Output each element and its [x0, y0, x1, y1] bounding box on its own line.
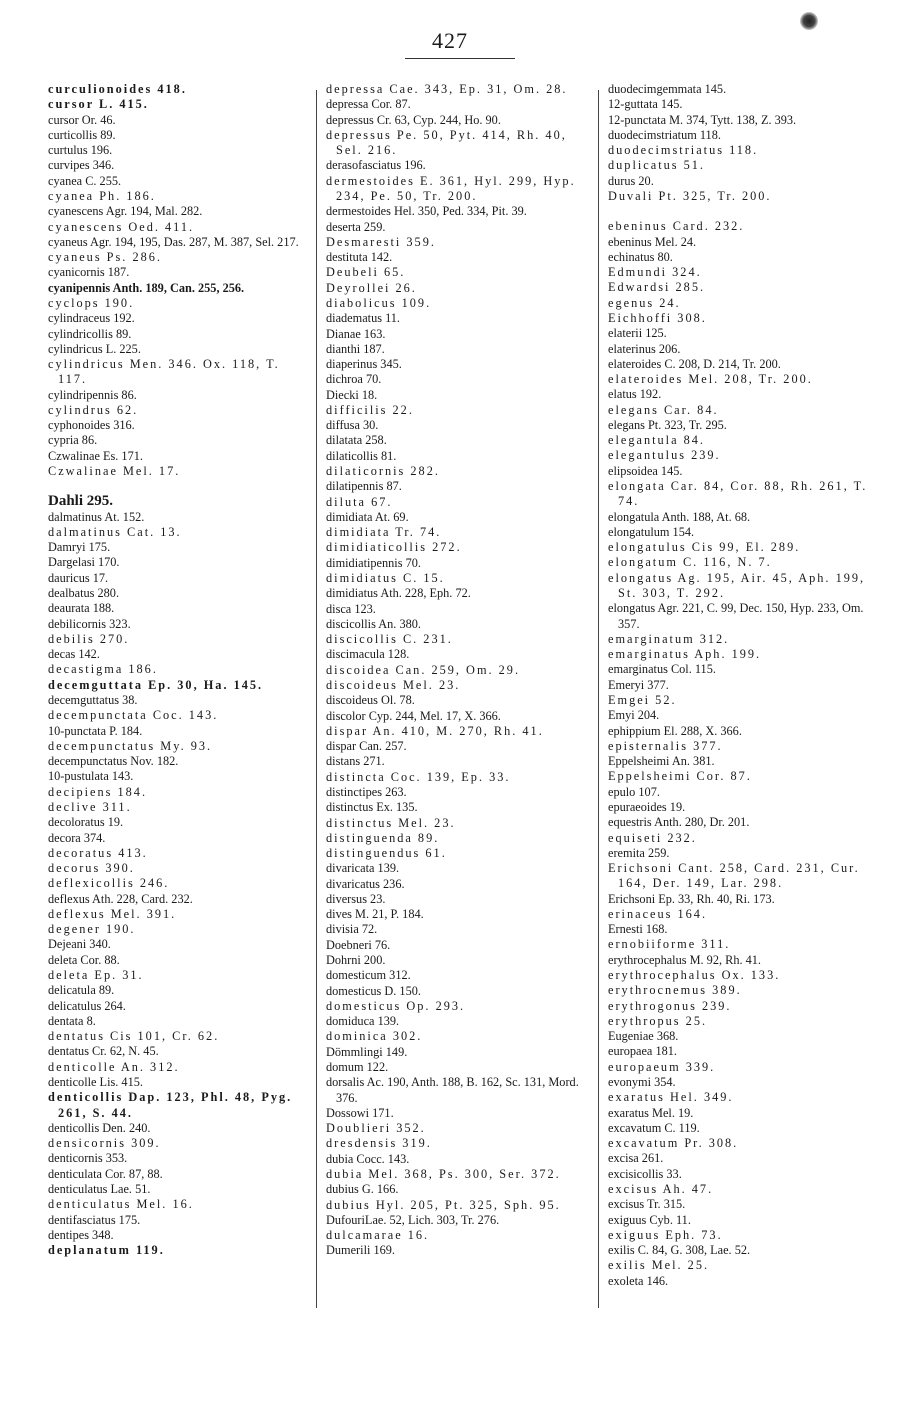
index-entry: 10-punctata P. 184.	[48, 723, 143, 738]
index-entry: cylindricus L. 225.	[48, 341, 141, 356]
index-entry: decempunctatus My. 93.	[48, 738, 213, 753]
index-entry: distinctus Ex. 135.	[326, 800, 418, 815]
index-entry: epulo 107.	[608, 784, 660, 799]
index-entry: elegans Car. 84.	[608, 402, 719, 417]
index-entry: ebeninus Mel. 24.	[608, 234, 697, 249]
index-entry: curvipes 346.	[48, 158, 115, 173]
index-entry: decora 374.	[48, 830, 106, 845]
index-entry: 12-punctata M. 374, Tytt. 138, Z. 393.	[608, 112, 797, 127]
index-entry: Doebneri 76.	[326, 937, 391, 952]
index-entry: domesticus D. 150.	[326, 983, 421, 998]
index-entry: cyanea C. 255.	[48, 173, 122, 188]
index-entry: denticolle Lis. 415.	[48, 1075, 143, 1089]
index-entry: depressus Cr. 63, Cyp. 244, Ho. 90.	[326, 112, 501, 127]
index-entry: Deyrollei 26.	[326, 280, 417, 295]
index-entry: ernobiiforme 311.	[608, 937, 731, 952]
index-entry: ephippium El. 288, X. 366.	[608, 723, 742, 738]
index-entry: Dömmlingi 149.	[326, 1044, 408, 1059]
index-entry: elongatula Anth. 188, At. 68.	[608, 509, 751, 524]
index-entry: discoideus Mel. 23.	[326, 677, 461, 692]
index-entry: exilis Mel. 25.	[608, 1258, 710, 1273]
index-entry: erythropus 25.	[608, 1013, 708, 1028]
index-entry: cypria 86.	[48, 433, 98, 448]
index-entry: excisa 261.	[608, 1151, 664, 1166]
index-entry: destituta 142.	[326, 250, 393, 265]
index-entry: deflexus Ath. 228, Card. 232.	[48, 891, 193, 906]
index-entry: Eichhoffi 308.	[608, 310, 707, 325]
index-entry: divaricata 139.	[326, 861, 400, 876]
column-divider-1	[316, 90, 317, 1308]
index-entry: Dargelasi 170.	[48, 555, 120, 570]
index-entry: debilicornis 323.	[48, 616, 131, 631]
index-entry: decemguttata Ep. 30, Ha. 145.	[48, 677, 264, 692]
index-entry: dives M. 21, P. 184.	[326, 907, 424, 922]
index-entry: dimidiatus C. 15.	[326, 571, 445, 585]
index-entry: deflexus Mel. 391.	[48, 906, 177, 921]
index-entry: Dohrni 200.	[326, 953, 386, 968]
column-divider-2	[598, 90, 599, 1308]
index-entry: Eugeniae 368.	[608, 1029, 679, 1044]
index-entry: dulcamarae 16.	[326, 1228, 430, 1243]
index-entry: episternalis 377.	[608, 738, 723, 753]
index-entry: elaterinus 206.	[608, 341, 681, 356]
index-entry: discimacula 128.	[326, 647, 410, 662]
index-entry: excisicollis 33.	[608, 1166, 682, 1181]
index-entry: elongatulus Cis 99, El. 289.	[608, 540, 801, 555]
index-entry: duodecimstriatum 118.	[608, 127, 721, 142]
index-entry: eremita 259.	[608, 845, 670, 860]
index-entry: dominica 302.	[326, 1029, 423, 1044]
index-entry: duplicatus 51.	[608, 158, 705, 173]
index-entry: emarginatum 312.	[608, 631, 730, 646]
index-entry: epuraeoides 19.	[608, 799, 686, 814]
index-entry: emarginatus Col. 115.	[608, 662, 716, 677]
index-entry: decempunctata Coc. 143.	[48, 708, 219, 723]
index-entry: decas 142.	[48, 647, 100, 662]
index-entry: dentipes 348.	[48, 1227, 114, 1242]
index-entry: duodecimstriatus 118.	[608, 143, 759, 158]
index-entry: dentifasciatus 175.	[48, 1212, 141, 1227]
index-entry: distinguendus 61.	[326, 846, 447, 861]
index-entry: dauricus 17.	[48, 570, 109, 585]
index-entry: europaeum 339.	[608, 1059, 716, 1074]
index-entry: Deubeli 65.	[326, 265, 406, 280]
index-entry: Dahli 295.	[48, 493, 114, 510]
index-entry: decipiens 184.	[48, 784, 148, 799]
index-entry: dermestoides Hel. 350, Ped. 334, Pit. 39.	[326, 204, 527, 219]
index-entry: excisus Ah. 47.	[608, 1181, 714, 1196]
index-entry: deflexicollis 246.	[48, 876, 170, 891]
index-entry: dimidiatus Ath. 228, Eph. 72.	[326, 586, 471, 601]
index-entry: cylindrus 62.	[48, 402, 139, 417]
index-entry: dilatipennis 87.	[326, 479, 402, 494]
index-entry: distans 271.	[326, 754, 385, 769]
index-entry: dalmatinus Cat. 13.	[48, 524, 182, 539]
index-entry: excisus Tr. 315.	[608, 1197, 686, 1212]
index-entry: Emeryi 377.	[608, 677, 669, 692]
index-entry: divaricatus 236.	[326, 876, 405, 891]
section-gap	[48, 479, 310, 494]
index-entry: erythrocnemus 389.	[608, 983, 742, 998]
index-entry: difficilis 22.	[326, 402, 414, 417]
index-entry: dilatata 258.	[326, 433, 387, 448]
index-entry: Erichsoni Ep. 33, Rh. 40, Ri. 173.	[608, 891, 775, 906]
index-entry: cyaneus Ps. 286.	[48, 250, 162, 265]
index-entry: diffusa 30.	[326, 418, 379, 433]
index-entry: elipsoidea 145.	[608, 463, 683, 478]
index-entry: curculionoides 418.	[48, 82, 187, 96]
index-entry: cyclops 190.	[48, 295, 135, 310]
index-entry: diluta 67.	[326, 494, 393, 509]
index-entry: densicornis 309.	[48, 1136, 161, 1151]
index-entry: duodecimgemmata 145.	[608, 82, 727, 96]
index-entry: dimidiata Tr. 74.	[326, 525, 442, 540]
index-entry: diadematus 11.	[326, 311, 400, 326]
index-entry: denticollis Den. 240.	[48, 1120, 151, 1135]
index-entry: equiseti 232.	[608, 830, 697, 845]
index-column-3	[608, 82, 876, 1289]
index-entry: decoloratus 19.	[48, 815, 124, 830]
index-entry: Emyi 204.	[608, 708, 660, 723]
index-entry: cyanicornis 187.	[48, 265, 130, 280]
index-entry: elongata Car. 84, Cor. 88, Rh. 261, T. 74.	[608, 479, 868, 509]
index-entry: domiduca 139.	[326, 1014, 400, 1029]
index-entry: cursor L. 415.	[48, 97, 149, 112]
index-entry: cyaneus Agr. 194, 195, Das. 287, M. 387, Sel. 217.	[48, 234, 299, 249]
page-number: 427	[432, 28, 468, 53]
index-entry: cylindripennis 86.	[48, 387, 137, 402]
index-entry: europaea 181.	[608, 1044, 677, 1059]
index-entry: derasofasciatus 196.	[326, 158, 426, 173]
index-entry: dealbatus 280.	[48, 586, 120, 600]
index-entry: elegantulus 239.	[608, 448, 721, 463]
index-entry: deaurata 188.	[48, 601, 115, 616]
index-entry: cyanea Ph. 186.	[48, 188, 156, 203]
index-entry: Ernesti 168.	[608, 922, 668, 937]
index-entry: Doublieri 352.	[326, 1121, 426, 1136]
index-entry: Edmundi 324.	[608, 265, 702, 280]
index-entry: evonymi 354.	[608, 1075, 676, 1089]
index-entry: dorsalis Ac. 190, Anth. 188, B. 162, Sc. 131, Mord. 376.	[326, 1075, 579, 1105]
index-entry: dichroa 70.	[326, 372, 382, 387]
index-entry: deserta 259.	[326, 219, 386, 234]
index-entry: elegantula 84.	[608, 433, 705, 448]
index-entry: Dianae 163.	[326, 326, 386, 341]
index-entry: cyphonoides 316.	[48, 418, 135, 433]
index-entry: discoidea Can. 259, Om. 29.	[326, 662, 521, 677]
index-entry: Damryi 175.	[48, 540, 111, 555]
index-entry: 10-pustulata 143.	[48, 769, 134, 784]
index-entry: divisia 72.	[326, 922, 378, 937]
index-entry: curtulus 196.	[48, 143, 113, 158]
index-column-1	[48, 82, 310, 1258]
page-number-rule	[405, 58, 515, 59]
index-entry: dentatus Cis 101, Cr. 62.	[48, 1029, 220, 1044]
index-entry: degener 190.	[48, 922, 136, 937]
index-entry: elateroides C. 208, D. 214, Tr. 200.	[608, 356, 781, 371]
index-entry: depressus Pe. 50, Pyt. 414, Rh. 40, Sel. 216.	[326, 127, 567, 158]
index-entry: dentata 8.	[48, 1013, 96, 1028]
index-entry: diaperinus 345.	[326, 357, 402, 372]
index-entry: depressa Cae. 343, Ep. 31, Om. 28.	[326, 82, 568, 96]
index-entry: discicollis An. 380.	[326, 616, 421, 631]
index-entry: dubia Cocc. 143.	[326, 1151, 410, 1166]
index-entry: elateroides Mel. 208, Tr. 200.	[608, 372, 813, 387]
index-entry: echinatus 80.	[608, 249, 673, 264]
index-entry: 12-guttata 145.	[608, 97, 683, 112]
index-entry: exaratus Hel. 349.	[608, 1090, 734, 1105]
index-entry: DufouriLae. 52, Lich. 303, Tr. 276.	[326, 1212, 500, 1227]
index-entry: excavatum C. 119.	[608, 1120, 700, 1135]
index-entry: egenus 24.	[608, 295, 681, 310]
index-entry: Erichsoni Cant. 258, Card. 231, Cur. 164, Der. 149, Lar. 298.	[608, 861, 860, 891]
index-entry: diabolicus 109.	[326, 295, 432, 310]
index-entry: dentatus Cr. 62, N. 45.	[48, 1044, 159, 1059]
index-entry: decoratus 413.	[48, 845, 148, 860]
index-entry: excavatum Pr. 308.	[608, 1136, 739, 1151]
index-entry: elegans Pt. 323, Tr. 295.	[608, 417, 727, 432]
index-entry: Czwalinae Es. 171.	[48, 448, 143, 463]
index-entry: delicatulus 264.	[48, 998, 126, 1013]
index-entry: denticolle An. 312.	[48, 1059, 180, 1074]
index-entry: depressa Cor. 87.	[326, 97, 411, 112]
ink-spot	[800, 12, 818, 30]
index-entry: elongatulum 154.	[608, 524, 695, 539]
index-entry: dilaticornis 282.	[326, 464, 440, 479]
index-entry: cyanipennis Anth. 189, Can. 255, 256.	[48, 280, 245, 295]
index-entry: decorus 390.	[48, 861, 135, 876]
index-entry: dimidiaticollis 272.	[326, 540, 462, 555]
index-entry: Dossowi 171.	[326, 1105, 394, 1120]
index-entry: equestris Anth. 280, Dr. 201.	[608, 815, 750, 830]
index-entry: cylindraceus 192.	[48, 311, 135, 326]
index-entry: decempunctatus Nov. 182.	[48, 754, 179, 769]
index-entry: dimidiatipennis 70.	[326, 555, 421, 570]
index-entry: discolor Cyp. 244, Mel. 17, X. 366.	[326, 708, 501, 723]
index-entry: dubius Hyl. 205, Pt. 325, Sph. 95.	[326, 1197, 561, 1212]
index-entry: denticulatus Lae. 51.	[48, 1181, 151, 1196]
index-entry: decemguttatus 38.	[48, 692, 138, 707]
index-entry: erythrocephalus Ox. 133.	[608, 968, 781, 983]
index-entry: Edwardsi 285.	[608, 280, 706, 295]
index-entry: ebeninus Card. 232.	[608, 219, 745, 234]
index-entry: curticollis 89.	[48, 127, 116, 142]
index-entry: dispar Can. 257.	[326, 739, 407, 754]
index-entry: Eppelsheimi An. 381.	[608, 754, 715, 769]
section-gap	[608, 204, 876, 219]
index-entry: denticornis 353.	[48, 1151, 128, 1166]
index-entry: debilis 270.	[48, 631, 130, 646]
index-entry: domum 122.	[326, 1060, 389, 1074]
index-entry: deleta Ep. 31.	[48, 968, 144, 983]
index-entry: distinctus Mel. 23.	[326, 815, 456, 830]
index-entry: denticulata Cor. 87, 88.	[48, 1166, 163, 1181]
index-entry: delicatula 89.	[48, 983, 115, 998]
index-entry: Eppelsheimi Cor. 87.	[608, 769, 752, 784]
index-entry: Diecki 18.	[326, 387, 378, 402]
index-entry: diversus 23.	[326, 891, 386, 906]
index-entry: Dumerili 169.	[326, 1243, 395, 1258]
index-entry: erythrogonus 239.	[608, 998, 732, 1013]
index-column-2	[326, 82, 588, 1259]
index-entry: cylindricus Men. 346. Ox. 118, T. 117.	[48, 357, 280, 387]
index-entry: distincta Coc. 139, Ep. 33.	[326, 769, 511, 784]
index-entry: cylindricollis 89.	[48, 326, 132, 341]
index-entry: emarginatus Aph. 199.	[608, 647, 762, 662]
index-entry: Desmaresti 359.	[326, 234, 436, 249]
index-entry: discoideus Ol. 78.	[326, 693, 415, 708]
index-entry: dalmatinus At. 152.	[48, 509, 145, 524]
index-entry: exiguus Eph. 73.	[608, 1227, 723, 1242]
index-entry: exaratus Mel. 19.	[608, 1105, 694, 1120]
index-entry: disca 123.	[326, 601, 376, 616]
index-entry: distinctipes 263.	[326, 784, 407, 799]
index-entry: cyanescens Agr. 194, Mal. 282.	[48, 204, 203, 219]
index-entry: durus 20.	[608, 173, 654, 188]
index-entry: denticollis Dap. 123, Phl. 48, Pyg. 261, S. 44.	[48, 1090, 293, 1120]
index-entry: deleta Cor. 88.	[48, 952, 120, 967]
index-entry: dimidiata At. 69.	[326, 509, 409, 524]
index-entry: elatus 192.	[608, 387, 662, 402]
index-entry: deplanatum 119.	[48, 1243, 165, 1258]
index-entry: elongatum C. 116, N. 7.	[608, 555, 772, 570]
index-entry: dermestoides E. 361, Hyl. 299, Hyp. 234, Pe. 50, Tr. 200.	[326, 173, 576, 203]
index-entry: exilis C. 84, G. 308, Lae. 52.	[608, 1243, 751, 1258]
index-entry: cursor Or. 46.	[48, 112, 116, 127]
index-entry: distinguenda 89.	[326, 830, 440, 845]
index-entry: declive 311.	[48, 799, 132, 814]
index-entry: dubius G. 166.	[326, 1182, 399, 1197]
index-entry: elongatus Ag. 195, Air. 45, Aph. 199, St. 303, T. 292.	[608, 570, 866, 600]
index-entry: domesticum 312.	[326, 968, 411, 983]
index-entry: dubia Mel. 368, Ps. 300, Ser. 372.	[326, 1166, 561, 1181]
index-entry: dianthi 187.	[326, 341, 385, 356]
index-entry: cyanescens Oed. 411.	[48, 219, 195, 234]
index-entry: Dejeani 340.	[48, 937, 111, 952]
index-entry: dilaticollis 81.	[326, 448, 397, 463]
index-entry: dresdensis 319.	[326, 1136, 432, 1151]
index-entry: elaterii 125.	[608, 326, 667, 341]
index-entry: domesticus Op. 293.	[326, 998, 466, 1013]
index-entry: exiguus Cyb. 11.	[608, 1212, 691, 1227]
index-entry: erinaceus 164.	[608, 906, 708, 921]
index-entry: denticulatus Mel. 16.	[48, 1197, 194, 1212]
index-entry: Emgei 52.	[608, 692, 677, 707]
index-entry: dispar An. 410, M. 270, Rh. 41.	[326, 723, 544, 738]
index-entry: elongatus Agr. 221, C. 99, Dec. 150, Hyp. 233, Om. 357.	[608, 601, 864, 631]
index-entry: exoleta 146.	[608, 1273, 669, 1288]
index-entry: discicollis C. 231.	[326, 632, 453, 647]
index-entry: erythrocephalus M. 92, Rh. 41.	[608, 952, 762, 967]
index-entry: Duvali Pt. 325, Tr. 200.	[608, 188, 772, 203]
index-entry: decastigma 186.	[48, 662, 158, 677]
index-entry: Czwalinae Mel. 17.	[48, 464, 181, 479]
